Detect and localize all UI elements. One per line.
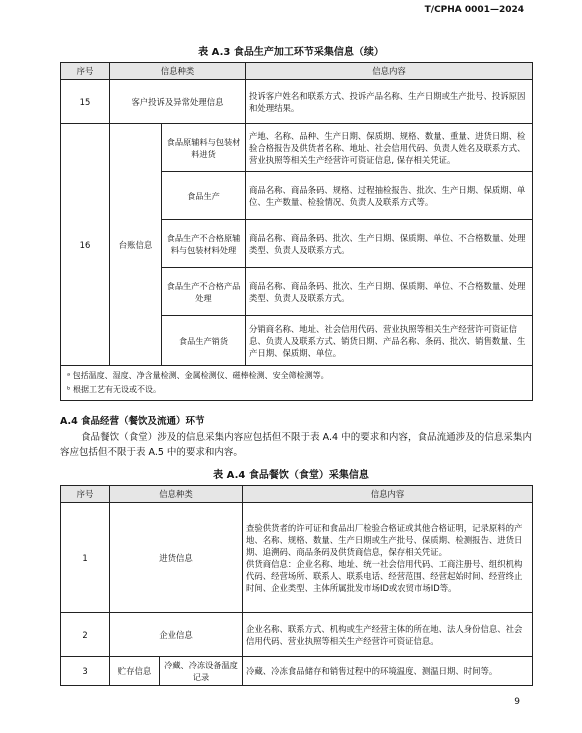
row-category: 企业信息 — [110, 613, 243, 657]
note-a: ᵃ 包括温度、湿度、净含量检测、金属检测仪、磁棒检测、安全筛检测等。 — [67, 371, 329, 380]
row-content — [243, 503, 533, 613]
subcategory: 食品原辅料与包装材料进货 — [162, 124, 246, 172]
row-no: 15 — [61, 80, 110, 124]
table-a3-caption: 表 A.3 食品生产加工环节采集信息（续） — [198, 47, 384, 58]
row-no: 16 — [61, 124, 110, 366]
content-part: 供货商信息：企业名称、地址、统一社会信用代码、工商注册号、组织机构代码、经营场所、联系人、联系电话、经营范围、经营起始时间、经营终止时间、企业类型、主体所属批发市场ID或农贸市场ID等。 — [246, 558, 523, 593]
table-row — [61, 503, 533, 613]
table-row — [61, 657, 533, 686]
section-heading: A.4 食品经营（餐饮及流通）环节 — [60, 416, 205, 427]
table-notes — [61, 366, 533, 401]
row-content: 商品名称、商品条码、批次、生产日期、保质期、单位、不合格数量、处理类型、负责人及联系方式。 — [246, 220, 533, 268]
subcategory: 食品生产不合格原辅料与包装材料处理 — [162, 220, 246, 268]
note-b: ᵇ 根据工艺有无设或不设。 — [67, 385, 161, 394]
table-a3 — [60, 62, 533, 401]
row-no: 2 — [61, 613, 110, 657]
row-category: 台账信息 — [110, 124, 162, 366]
header-content: 信息内容 — [246, 63, 533, 80]
table-row — [61, 124, 533, 172]
row-no: 3 — [61, 657, 110, 686]
row-category: 贮存信息 — [110, 657, 160, 686]
table-a4-caption: 表 A.4 食品餐饮（食堂）采集信息 — [213, 470, 369, 481]
row-content: 分销商名称、地址、社会信用代码、营业执照等相关生产经营许可资证信息、负责人及联系方式、销货日期、产品名称、条码、批次、销售数量、生产日期、保质期、单位。 — [246, 316, 533, 366]
header-content: 信息内容 — [243, 486, 533, 503]
row-content: 冷藏、冷冻食品储存和销售过程中的环境温度、测温日期、时间等。 — [243, 657, 533, 686]
row-content: 投诉客户姓名和联系方式、投诉产品名称、生产日期或生产批号、投诉原因和处理结果。 — [246, 80, 533, 124]
row-content: 产地、名称、品种、生产日期、保质期、规格、数量、重量、进货日期、检验合格报告及供货者名称、地址、社会信用代码、负责人姓名及联系方式、营业执照等相关生产经营许可资证信息, 保存相关凭证。 — [246, 124, 533, 172]
table-row — [61, 80, 533, 124]
table-row — [61, 613, 533, 657]
table-a4 — [60, 485, 533, 686]
row-category: 进货信息 — [110, 503, 243, 613]
section-paragraph: 食品餐饮（食堂）涉及的信息采集内容应包括但不限于表 A.4 中的要求和内容，食品流通涉及的信息采集内容应包括但不限于表 A.5 中的要求和内容。 — [60, 432, 532, 458]
page-number: 9 — [514, 697, 520, 707]
subcategory: 食品生产销货 — [162, 316, 246, 366]
header-no: 序号 — [61, 486, 110, 503]
header-no: 序号 — [61, 63, 110, 80]
row-content: 商品名称、商品条码、规格、过程抽检报告、批次、生产日期、保质期、单位、生产数量、检验情况、负责人及联系方式等。 — [246, 172, 533, 220]
row-content: 商品名称、商品条码、批次、生产日期、保质期、单位、不合格数量、处理类型、负责人及联系方式。 — [246, 268, 533, 316]
row-no: 1 — [61, 503, 110, 613]
subcategory: 冷藏、冷冻设备温度记录 — [160, 657, 243, 686]
row-content: 企业名称、联系方式、机构或生产经营主体的所在地、法人身份信息、社会信用代码、营业执照等相关生产经营许可资证信息。 — [243, 613, 533, 657]
standard-number: T/CPHA 0001—2024 — [424, 5, 524, 15]
header-category: 信息种类 — [110, 63, 246, 80]
subcategory: 食品生产 — [162, 172, 246, 220]
row-category: 客户投诉及异常处理信息 — [110, 80, 246, 124]
subcategory: 食品生产不合格产品处理 — [162, 268, 246, 316]
content-part: 查验供货者的许可证和食品出厂检验合格证或其他合格证明，记录原料的产地、名称、规格、数量、生产日期或生产批号、保质期、检测报告、进货日期、追溯码、商品条码及供货商信息，保存相关凭证。 — [246, 522, 523, 557]
header-category: 信息种类 — [110, 486, 243, 503]
